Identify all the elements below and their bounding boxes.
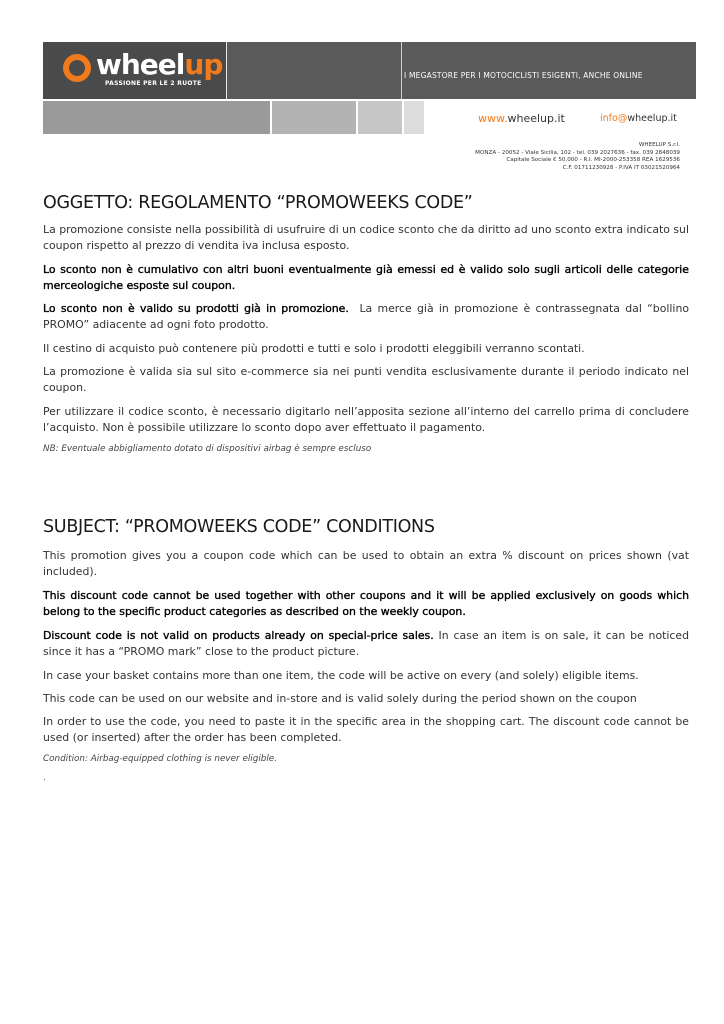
company-capital: Capitale Sociale € 50.000 - R.I. MI-2000-253358 REA 1629536	[506, 157, 680, 164]
it-note: NB: Eventuale abbigliamento dotato di dispositivi airbag è sempre escluso	[43, 444, 372, 454]
en-paragraph-2: This discount code cannot be used together with other coupons and it will be applied exclusively on goods which belong to the specific product categories as described on the weekly coupon.	[43, 589, 689, 618]
header-slogan: I MEGASTORE PER I MOTOCICLISTI ESIGENTI, ANCHE ONLINE	[404, 71, 643, 80]
en-paragraph-6: In order to use the code, you need to paste it in the specific area in the shopping cart. The discount code cannot be used (or inserted) after the order has been completed.	[43, 715, 689, 744]
en-paragraph-5: This code can be used on our website and in-store and is valid solely during the period shown on the coupon	[43, 692, 637, 705]
logo-tagline: PASSIONE PER LE 2 RUOTE	[105, 80, 202, 87]
logo	[43, 42, 227, 99]
it-paragraph-3: Lo sconto non è valido su prodotti già in promozione. La merce già in promozione è contrassegnata dal “bollino PROMO” adiacente ad ogni foto prodotto.	[43, 302, 690, 331]
email-link[interactable]: info@wheelup.it	[600, 113, 677, 124]
it-paragraph-5: La promozione è valida sia sul sito e-commerce sia nei punti vendita esclusivamente durante il periodo indicato nel coupon.	[43, 365, 689, 394]
it-paragraph-1: La promozione consiste nella possibilità di usufruire di un codice sconto che da diritto ad uno sconto extra indicato sul coupon rispetto al prezzo di vendita iva inclusa esposto.	[43, 223, 689, 252]
trailing-mark: .	[43, 773, 46, 783]
wheel-icon	[63, 54, 91, 82]
website-link[interactable]: www.wheelup.it	[478, 112, 565, 125]
company-address: MONZA - 20052 - Viale Sicilia, 102 - tel. 039 2027636 - fax. 039 2848039	[475, 149, 680, 156]
company-name: WHEELUP S.r.l.	[638, 142, 680, 148]
it-paragraph-6: Per utilizzare il codice sconto, è necessario digitarlo nell’apposita sezione all’interno del carrello prima di concludere l’acquisto. Non è possibile utilizzare lo sconto dopo aver effettuato il pagamento.	[43, 405, 689, 434]
english-title: SUBJECT: “PROMOWEEKS CODE” CONDITIONS	[43, 517, 435, 537]
italian-title: OGGETTO: REGOLAMENTO “PROMOWEEKS CODE”	[43, 193, 473, 213]
header-panel	[227, 42, 402, 99]
it-paragraph-4: Il cestino di acquisto può contenere più prodotti e tutti e solo i prodotti eleggibili verranno scontati.	[43, 342, 585, 355]
en-note: Condition: Airbag-equipped clothing is never eligible.	[43, 754, 278, 764]
header-bar-2	[272, 101, 356, 134]
en-paragraph-1: This promotion gives you a coupon code which can be used to obtain an extra % discount on prices shown (vat included).	[43, 549, 689, 578]
en-paragraph-4: In case your basket contains more than one item, the code will be active on every (and solely) eligible items.	[43, 669, 639, 682]
header-bar-4	[404, 101, 424, 134]
it-paragraph-2: Lo sconto non è cumulativo con altri buoni eventualmente già emessi ed è valido solo sugli articoli delle categorie merceologiche esposte sul coupon.	[43, 263, 689, 292]
letterhead	[43, 42, 696, 134]
header-bar-3	[358, 101, 402, 134]
en-paragraph-3: Discount code is not valid on products already on special-price sales. In case an item is on sale, it can be noticed since it has a “PROMO mark” close to the product picture.	[43, 629, 690, 658]
logo-wordmark: wheelup	[96, 48, 223, 81]
header-bar-1	[43, 101, 270, 134]
company-tax: C.F. 01711230928 - P.IVA IT 03021520964	[562, 164, 680, 171]
company-info	[475, 142, 680, 172]
